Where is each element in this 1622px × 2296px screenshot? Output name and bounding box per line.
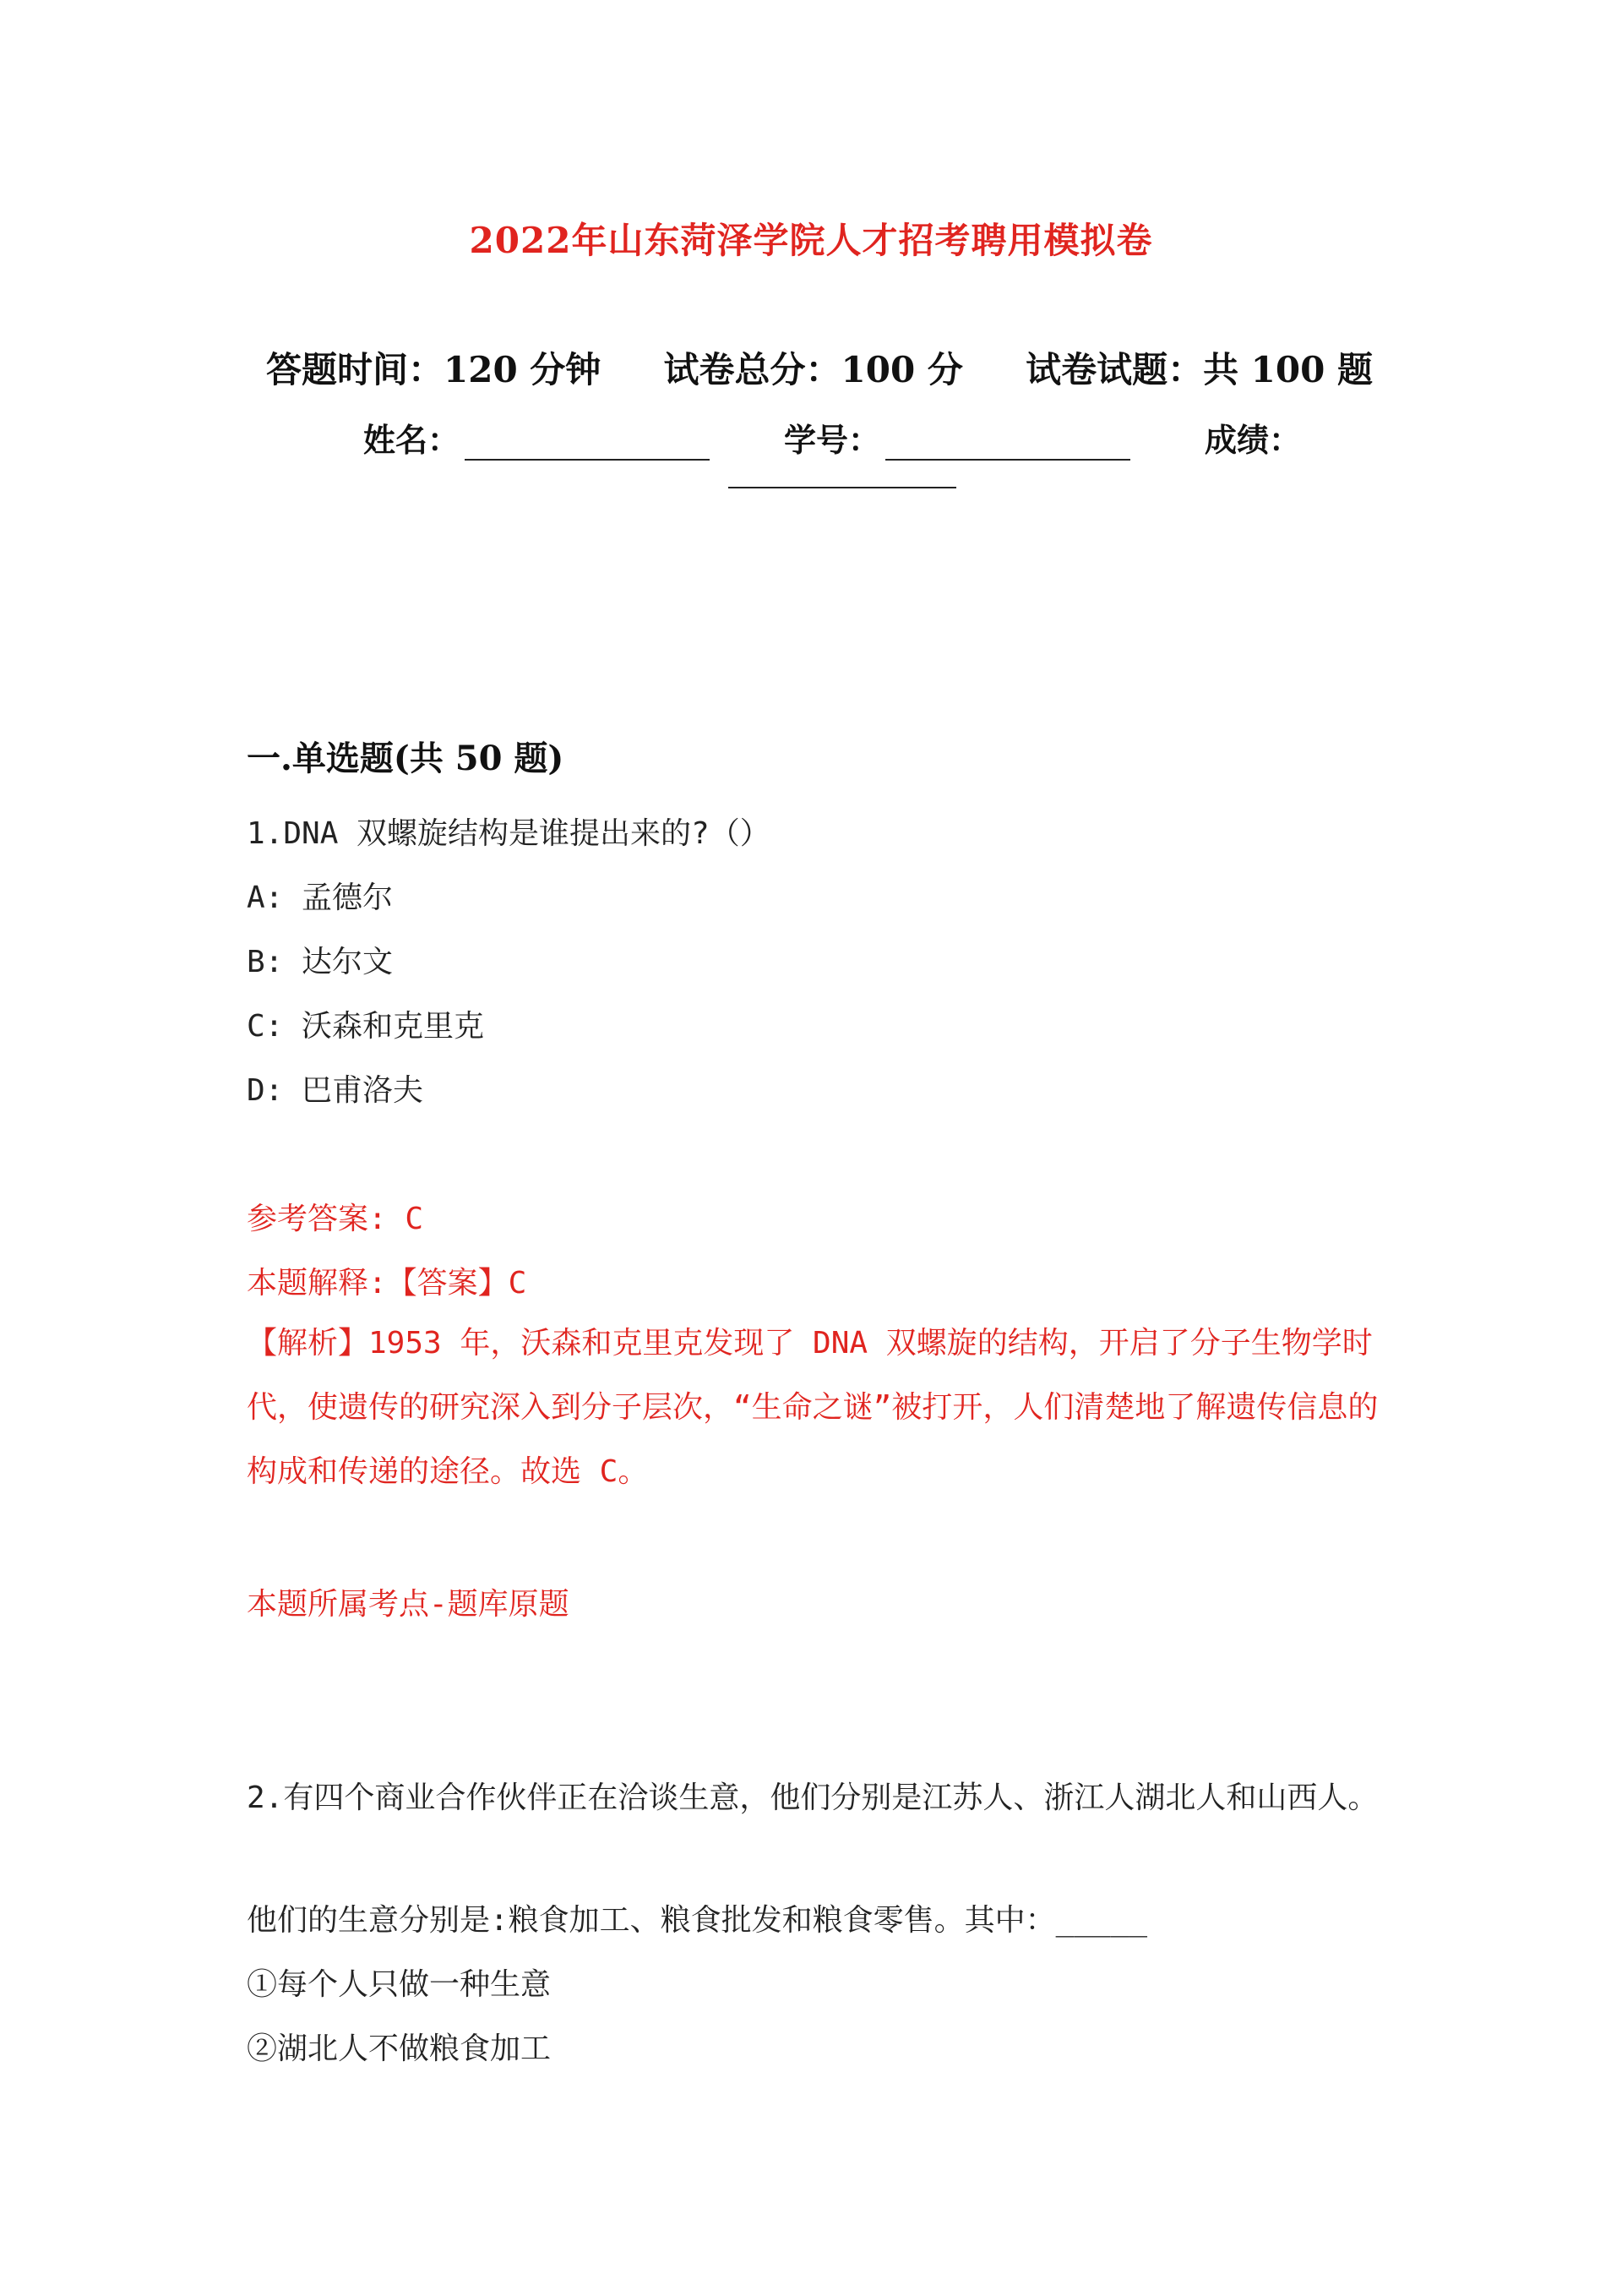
page-title: 2022年山东菏泽学院人才招考聘用模拟卷 bbox=[469, 220, 1153, 261]
name-blank[interactable] bbox=[465, 428, 710, 461]
student-fields bbox=[363, 414, 1301, 461]
name-field bbox=[363, 414, 710, 461]
question-1-explanation: 【解析】1953 年，沃森和克里克发现了 DNA 双螺旋的结构，开启了分子生物学时代，使遗传的研究深入到分子层次，“生命之谜”被打开，人们清楚地了解遗传信息的构成和传递的途径。故选 C。 bbox=[247, 1326, 1379, 1489]
question-1-option-b: B: 达尔文 bbox=[247, 945, 394, 979]
id-field bbox=[784, 414, 1130, 461]
score-blank[interactable] bbox=[728, 456, 956, 488]
question-1-stem: 1.DNA 双螺旋结构是谁提出来的?（） bbox=[247, 816, 770, 851]
score-field bbox=[1205, 414, 1301, 461]
question-2-condition-1: ①每个人只做一种生意 bbox=[247, 1967, 552, 2002]
question-2-line2: 他们的生意分别是:粮食加工、粮食批发和粮食零售。其中：_____ bbox=[247, 1903, 1148, 1938]
exam-meta bbox=[266, 342, 1373, 393]
question-1-answer: 参考答案: C bbox=[247, 1202, 424, 1236]
name-label: 姓名： bbox=[363, 421, 460, 459]
question-1-explanation-title: 本题解释:【答案】C bbox=[247, 1266, 527, 1301]
total-score-info: 试卷总分：100 分 bbox=[663, 349, 963, 390]
time-info: 答题时间：120 分钟 bbox=[266, 349, 601, 390]
question-1-option-d: D: 巴甫洛夫 bbox=[247, 1073, 424, 1108]
question-1-option-c: C: 沃森和克里克 bbox=[247, 1009, 485, 1044]
section-heading: 一.单选题(共 50 题) bbox=[247, 739, 564, 778]
question-2-condition-2: ②湖北人不做粮食加工 bbox=[247, 2031, 552, 2066]
question-2-stem: 2.有四个商业合作伙伴正在洽谈生意，他们分别是江苏人、浙江人湖北人和山西人。 bbox=[247, 1781, 1379, 1815]
score-label: 成绩： bbox=[1204, 421, 1301, 459]
question-1-topic: 本题所属考点-题库原题 bbox=[247, 1587, 569, 1622]
question-1-option-a: A: 孟德尔 bbox=[247, 881, 394, 915]
id-label: 学号： bbox=[783, 421, 880, 459]
question-count-info: 试卷试题：共 100 题 bbox=[1026, 349, 1373, 390]
